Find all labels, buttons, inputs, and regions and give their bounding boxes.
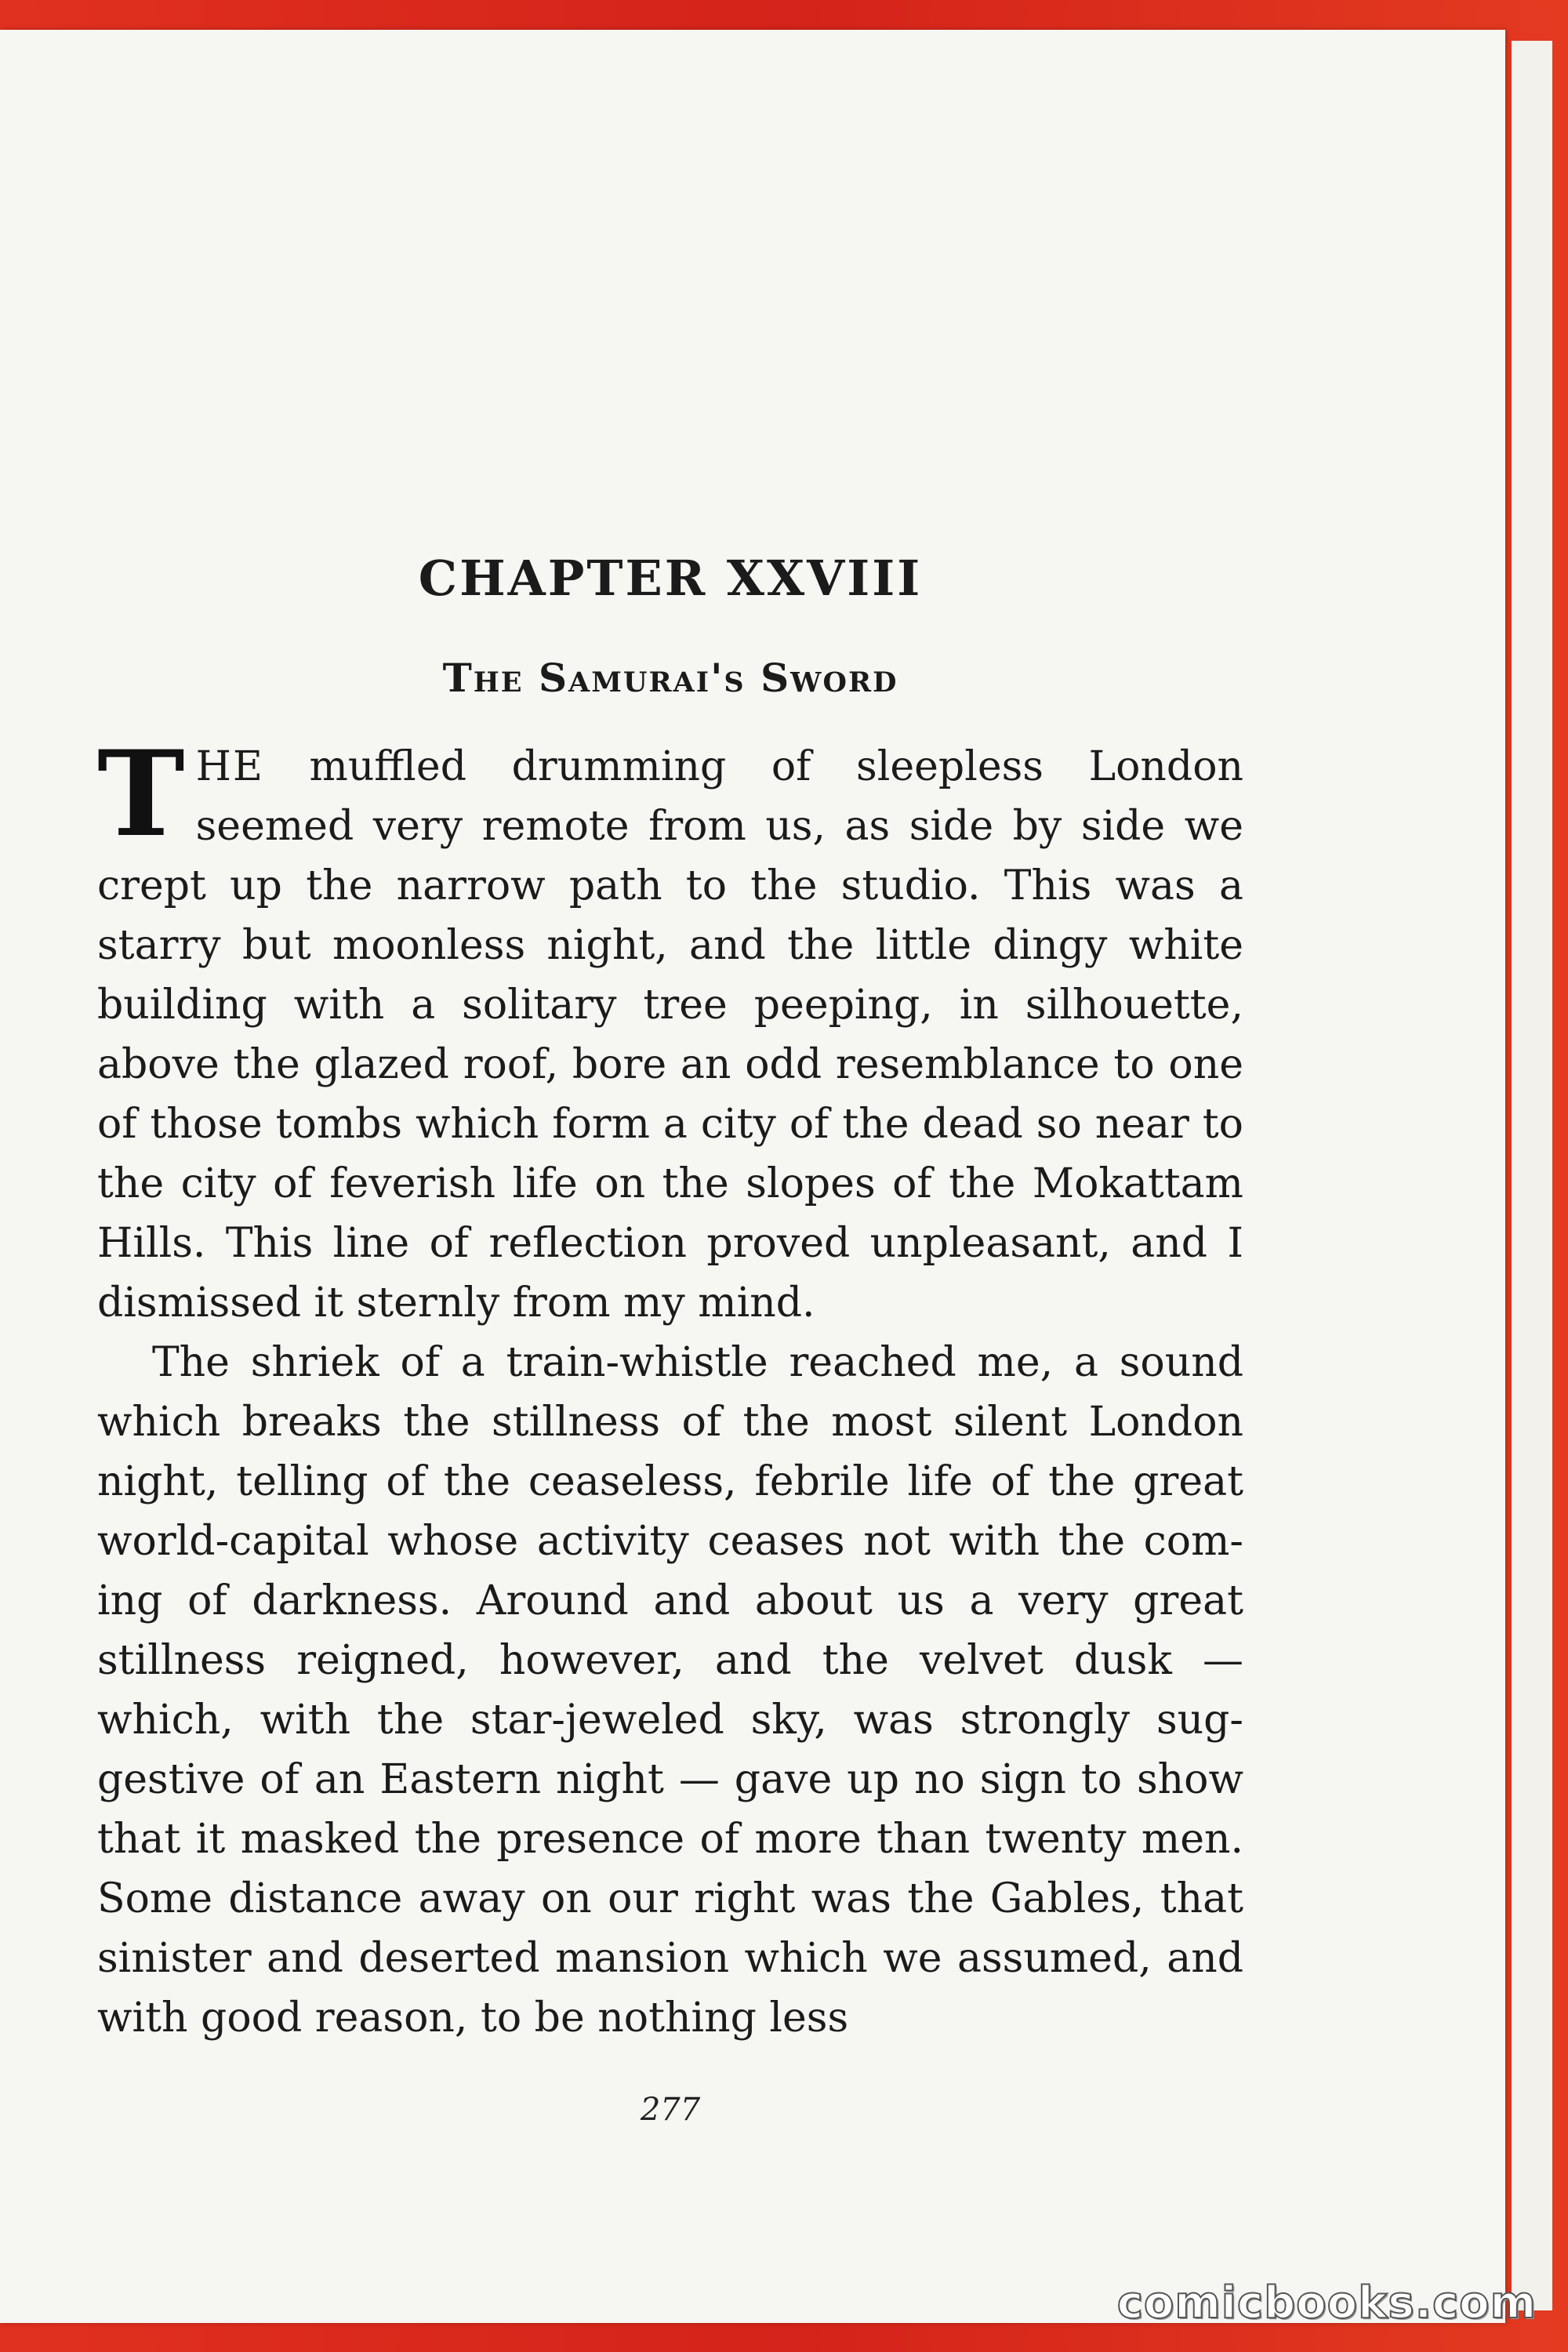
paragraph-1 bbox=[97, 725, 1243, 1333]
watermark-logo: comicbooks.com bbox=[1116, 2278, 1537, 2328]
chapter-title: CHAPTER XXVIII bbox=[418, 550, 923, 607]
paragraph-2: The shriek of a train-whistle reached me, a sound which breaks the stillness of the most silent London night, telling of the ceaseless, febrile life of the great world-capital whose activity ceases not with the coming of darkness. Around and about us a very great stillness reigned, however, and the velvet dusk — which, with the star-jeweled sky, was strongly suggestive of an Eastern night — gave up no sign to show that it masked the presence of more than twenty men. Some distance away on our right was the Gables, that sinister and deserted mansion which we assumed, and with good reason, to be nothing less bbox=[97, 1339, 1243, 2042]
page-stack-edge bbox=[1512, 41, 1552, 2310]
text-block bbox=[97, 547, 1243, 2048]
book-page bbox=[0, 30, 1505, 2323]
page-number: 277 bbox=[640, 2092, 701, 2128]
paragraph-1-text: muffled drumming of sleepless London seemed very remote from us, as side by side we crept up the narrow path to the studio. This was a starry but moonless night, and the little dingy white building with a solitary tree peeping, in silhouette, above the glazed roof, bore an odd resemblance to one of those tombs which form a city of the dead so near to the city of feverish life on the slopes of the Mokattam Hills. This line of reflection proved unpleasant, and I dismissed it sternly from my mind. bbox=[97, 743, 1243, 1327]
body-text bbox=[97, 725, 1243, 2048]
first-word: HE bbox=[195, 743, 264, 790]
chapter-subtitle: The Samurai's Sword bbox=[442, 655, 898, 701]
drop-cap: T bbox=[97, 725, 185, 863]
